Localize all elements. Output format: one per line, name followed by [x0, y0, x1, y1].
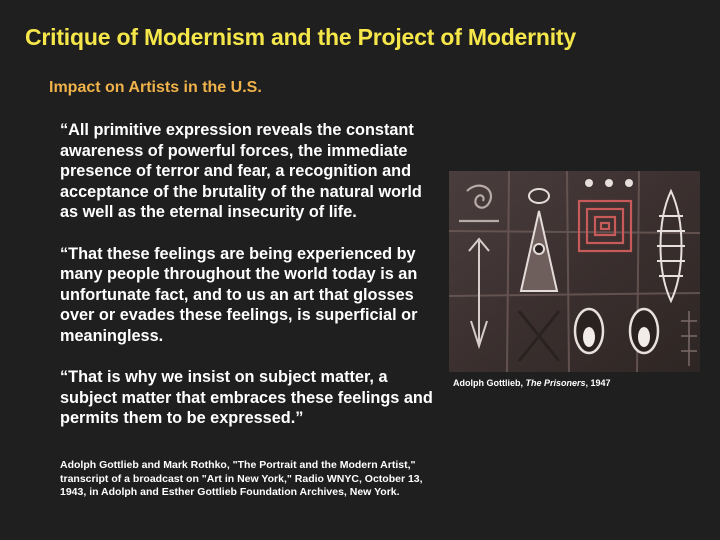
painting-image [449, 171, 700, 372]
slide-subtitle: Impact on Artists in the U.S. [49, 79, 262, 96]
caption-artist: Adolph Gottlieb, [453, 378, 526, 388]
painting-caption [453, 378, 611, 388]
quote-block [60, 120, 435, 450]
slide-title: Critique of Modernism and the Project of Modernity [25, 24, 576, 50]
quote-paragraph: “All primitive expression reveals the constant awareness of powerful forces, the immediate presence of terror and fear, a recognition and acceptance of the brutality of the natural world as well as the eternal insecurity of life. [60, 121, 422, 221]
quote-paragraph: “That is why we insist on subject matter, a subject matter that embraces these feelings and permits them to be expressed.” [60, 368, 433, 427]
caption-year: , 1947 [585, 378, 611, 388]
caption-work-title: The Prisoners [525, 378, 586, 388]
citation: Adolph Gottlieb and Mark Rothko, "The Portrait and the Modern Artist," transcript of a broadcast on "Art in New York," Radio WNYC, October 13, 1943, in Adolph and Esther Gottlieb Foundation Archives, New York. [60, 459, 423, 499]
quote-paragraph: “That these feelings are being experienced by many people throughout the world today is an unfortunate fact, and to us an art that glosses over or evades these feelings, is superficial or meaningless. [60, 244, 418, 345]
